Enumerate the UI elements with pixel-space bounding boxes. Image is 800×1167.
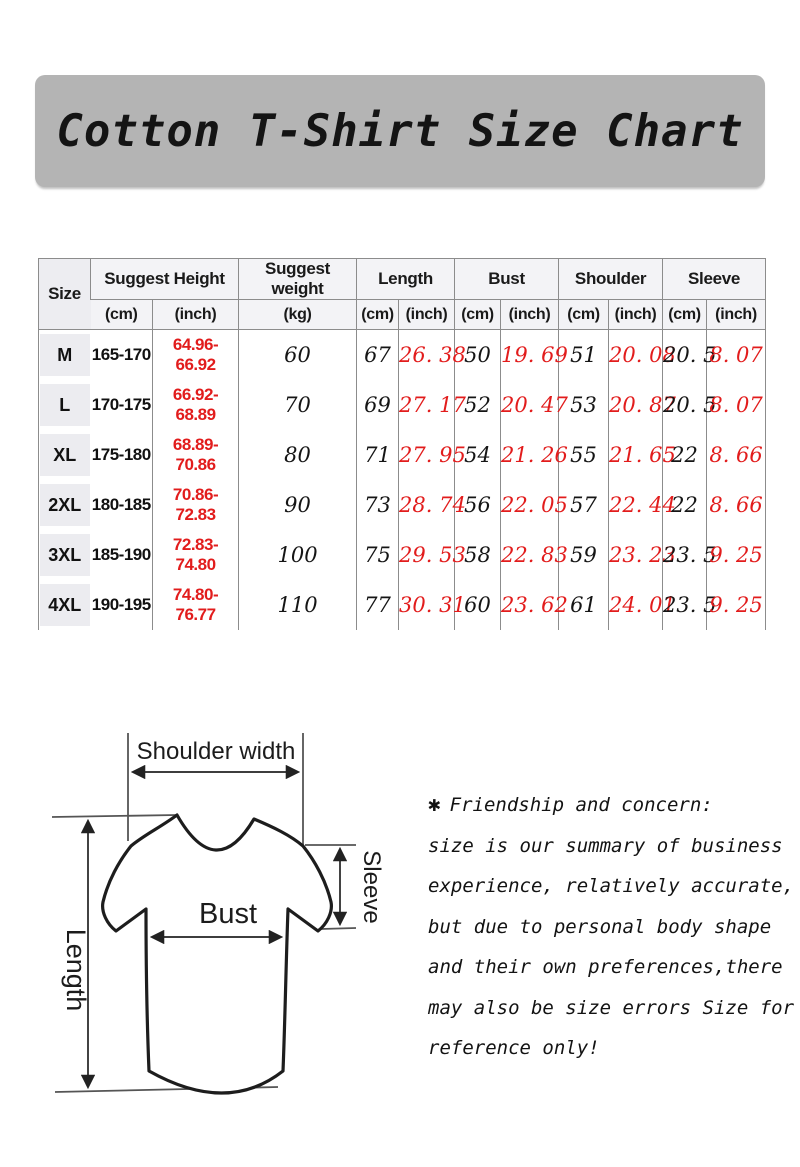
cell-sleeve-cm: 20. 5 bbox=[663, 380, 707, 430]
note-line: and their own preferences,there bbox=[428, 956, 783, 978]
cell-length-cm: 69 bbox=[357, 380, 399, 430]
cell-sleeve-inch: 9. 25 bbox=[707, 580, 766, 630]
cell-length-inch: 30. 31 bbox=[399, 580, 455, 630]
cell-length-cm: 77 bbox=[357, 580, 399, 630]
cell-sleeve-cm: 23. 5 bbox=[663, 580, 707, 630]
unit-height-inch: (inch) bbox=[153, 300, 239, 330]
cell-shoulder-cm: 55 bbox=[559, 430, 609, 480]
cell-length-cm: 75 bbox=[357, 530, 399, 580]
cell-weight-kg: 60 bbox=[239, 330, 357, 381]
title-banner bbox=[35, 75, 765, 187]
cell-sleeve-cm: 23. 5 bbox=[663, 530, 707, 580]
cell-height-cm: 175-180 bbox=[91, 445, 151, 464]
cell-bust-inch: 23. 62 bbox=[501, 580, 559, 630]
cell-height-cm: 185-190 bbox=[91, 545, 151, 564]
cell-height-inch: 64.96-66.92 bbox=[153, 330, 239, 381]
cell-bust-inch: 20. 47 bbox=[501, 380, 559, 430]
unit-sleeve-cm: (cm) bbox=[663, 300, 707, 330]
tshirt-measurement-diagram bbox=[30, 715, 430, 1135]
sleeve-label: Sleeve bbox=[358, 850, 385, 924]
size-label: XL bbox=[39, 430, 91, 480]
col-header-shoulder: Shoulder bbox=[559, 259, 663, 300]
cell-height-inch: 72.83-74.80 bbox=[153, 530, 239, 580]
cell-shoulder-inch: 21. 65 bbox=[609, 430, 663, 480]
unit-bust-inch: (inch) bbox=[501, 300, 559, 330]
cell-weight-kg: 100 bbox=[239, 530, 357, 580]
col-header-suggest-weight: Suggest weight bbox=[239, 259, 357, 300]
cell-sleeve-inch: 9. 25 bbox=[707, 530, 766, 580]
cell-bust-cm: 50 bbox=[455, 330, 501, 381]
cell-weight-kg: 70 bbox=[239, 380, 357, 430]
cell-length-cm: 71 bbox=[357, 430, 399, 480]
unit-weight-kg: (kg) bbox=[239, 300, 357, 330]
cell-shoulder-cm: 57 bbox=[559, 480, 609, 530]
cell-shoulder-inch: 20. 87 bbox=[609, 380, 663, 430]
cell-length-inch: 27. 17 bbox=[399, 380, 455, 430]
cell-shoulder-inch: 22. 44 bbox=[609, 480, 663, 530]
cell-sleeve-cm: 22 bbox=[663, 480, 707, 530]
note-line: reference only! bbox=[428, 1037, 600, 1059]
tshirt-outline bbox=[103, 815, 332, 1093]
size-table bbox=[38, 258, 766, 630]
cell-shoulder-cm: 59 bbox=[559, 530, 609, 580]
cell-bust-inch: 19. 69 bbox=[501, 330, 559, 381]
cell-weight-kg: 90 bbox=[239, 480, 357, 530]
cell-sleeve-inch: 8. 66 bbox=[707, 480, 766, 530]
cell-bust-cm: 52 bbox=[455, 380, 501, 430]
cell-height-inch: 70.86-72.83 bbox=[153, 480, 239, 530]
length-label: Length bbox=[61, 928, 91, 1012]
shoulder-width-label: Shoulder width bbox=[136, 738, 296, 765]
note-line: but due to personal body shape bbox=[428, 915, 772, 938]
note-line: may also be size errors Size for bbox=[428, 996, 795, 1019]
unit-sleeve-inch: (inch) bbox=[707, 300, 766, 330]
cell-length-inch: 29. 53 bbox=[399, 530, 455, 580]
cell-length-inch: 27. 95 bbox=[399, 430, 455, 480]
col-header-length: Length bbox=[357, 259, 455, 300]
table-row-4xl bbox=[39, 580, 766, 630]
cell-bust-inch: 21. 26 bbox=[501, 430, 559, 480]
cell-shoulder-inch: 24. 01 bbox=[609, 580, 663, 630]
cell-height-cm: 165-170 bbox=[91, 345, 151, 364]
cell-sleeve-inch: 8. 07 bbox=[707, 330, 766, 381]
cell-shoulder-cm: 51 bbox=[559, 330, 609, 381]
cell-height-inch: 66.92-68.89 bbox=[153, 380, 239, 430]
col-header-size: Size bbox=[39, 259, 91, 330]
cell-weight-kg: 110 bbox=[239, 580, 357, 630]
col-header-suggest-height: Suggest Height bbox=[91, 259, 239, 300]
cell-sleeve-inch: 8. 66 bbox=[707, 430, 766, 480]
cell-length-inch: 26. 38 bbox=[399, 330, 455, 381]
cell-height-cm: 180-185 bbox=[91, 495, 151, 514]
unit-shoulder-cm: (cm) bbox=[559, 300, 609, 330]
col-header-bust: Bust bbox=[455, 259, 559, 300]
cell-bust-cm: 60 bbox=[455, 580, 501, 630]
cell-bust-inch: 22. 05 bbox=[501, 480, 559, 530]
cell-weight-kg: 80 bbox=[239, 430, 357, 480]
size-label: M bbox=[39, 330, 91, 381]
cell-shoulder-inch: 23. 23 bbox=[609, 530, 663, 580]
page-title: Cotton T-Shirt Size Chart bbox=[56, 105, 744, 157]
unit-shoulder-inch: (inch) bbox=[609, 300, 663, 330]
cell-bust-cm: 56 bbox=[455, 480, 501, 530]
table-row-3xl bbox=[39, 530, 766, 580]
table-header-units bbox=[39, 300, 766, 330]
cell-length-cm: 67 bbox=[357, 330, 399, 381]
unit-bust-cm: (cm) bbox=[455, 300, 501, 330]
cell-bust-inch: 22. 83 bbox=[501, 530, 559, 580]
cell-height-inch: 74.80-76.77 bbox=[153, 580, 239, 630]
cell-length-inch: 28. 74 bbox=[399, 480, 455, 530]
cell-height-cm: 190-195 bbox=[91, 595, 151, 614]
table-row-l bbox=[39, 380, 766, 430]
cell-shoulder-cm: 61 bbox=[559, 580, 609, 630]
cell-bust-cm: 54 bbox=[455, 430, 501, 480]
cell-shoulder-inch: 20. 08 bbox=[609, 330, 663, 381]
table-row-2xl bbox=[39, 480, 766, 530]
table-row-m bbox=[39, 330, 766, 381]
bust-label: Bust bbox=[198, 898, 258, 930]
note-line: experience, relatively accurate, bbox=[428, 875, 795, 897]
cell-shoulder-cm: 53 bbox=[559, 380, 609, 430]
cell-height-inch: 68.89-70.86 bbox=[153, 430, 239, 480]
note-text bbox=[428, 784, 800, 1069]
asterisk-icon: ✱ bbox=[428, 792, 441, 816]
cell-sleeve-inch: 8. 07 bbox=[707, 380, 766, 430]
table-header-groups bbox=[39, 259, 766, 300]
note-line bbox=[428, 784, 800, 826]
size-label: 3XL bbox=[39, 530, 91, 580]
cell-sleeve-cm: 20. 5 bbox=[663, 330, 707, 381]
col-header-sleeve: Sleeve bbox=[663, 259, 766, 300]
size-label: 2XL bbox=[39, 480, 91, 530]
cell-bust-cm: 58 bbox=[455, 530, 501, 580]
cell-height-cm: 170-175 bbox=[91, 395, 151, 414]
unit-length-cm: (cm) bbox=[357, 300, 399, 330]
note-line-text: Friendship and concern: bbox=[449, 794, 713, 816]
cell-length-cm: 73 bbox=[357, 480, 399, 530]
note-line: size is our summary of business bbox=[428, 834, 783, 857]
unit-length-inch: (inch) bbox=[399, 300, 455, 330]
size-label: 4XL bbox=[39, 580, 91, 630]
unit-height-cm: (cm) bbox=[91, 300, 153, 330]
cell-sleeve-cm: 22 bbox=[663, 430, 707, 480]
table-row-xl bbox=[39, 430, 766, 480]
size-label: L bbox=[39, 380, 91, 430]
